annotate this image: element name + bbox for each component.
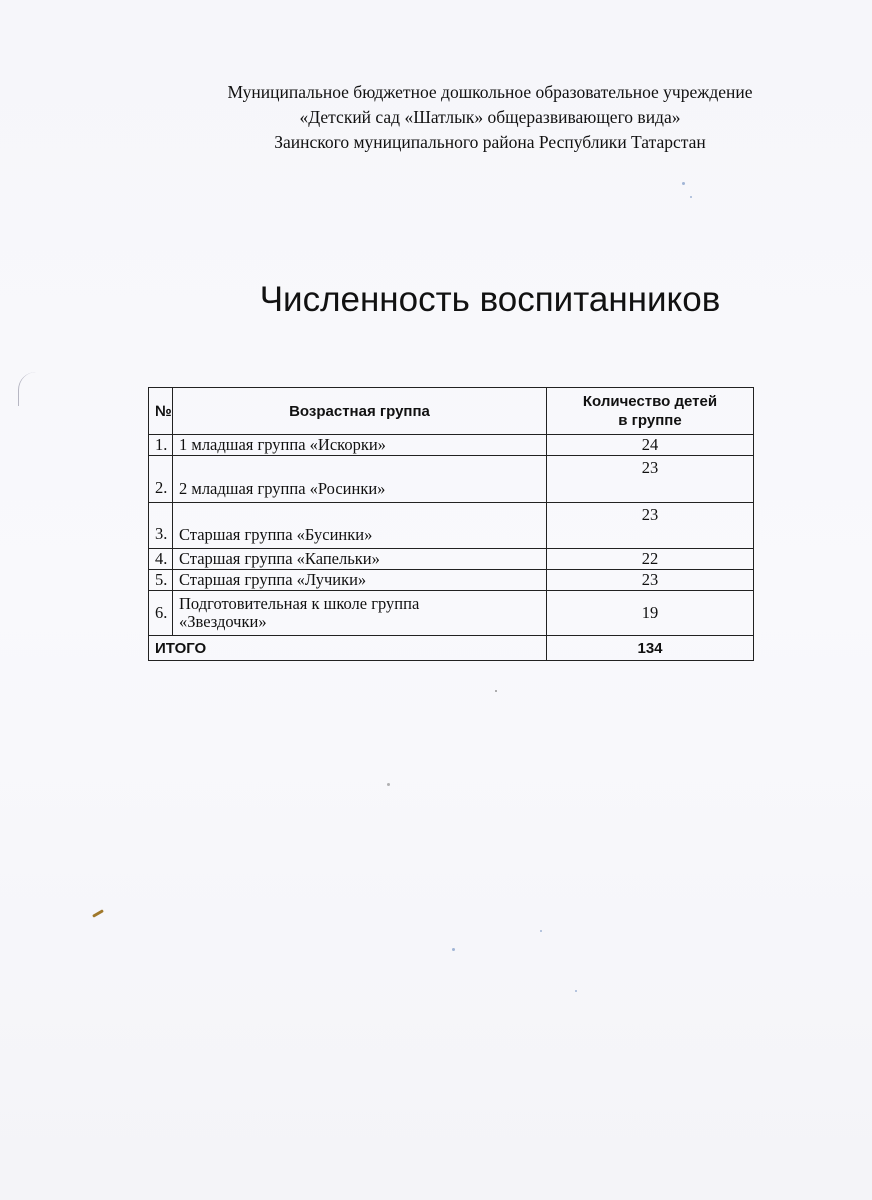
scan-artifact (92, 909, 104, 918)
header-number: № (149, 388, 173, 435)
row-count: 23 (547, 456, 754, 503)
row-count: 23 (547, 503, 754, 549)
header-group: Возрастная группа (173, 388, 547, 435)
table-header-row (149, 388, 754, 435)
row-group: Старшая группа «Бусинки» (173, 503, 547, 549)
header-line-3: Заинского муниципального района Республики Татарстан (274, 132, 706, 152)
row-group (173, 591, 547, 636)
row-group: Старшая группа «Лучики» (173, 570, 547, 591)
header-count-line-2: в группе (618, 412, 682, 429)
scan-speck (690, 196, 692, 198)
total-count: 134 (547, 636, 754, 661)
table-row (149, 591, 754, 636)
row-group: 2 младшая группа «Росинки» (173, 456, 547, 503)
page-title: Численность воспитанников (259, 280, 721, 319)
total-label: ИТОГО (149, 636, 547, 661)
table-row (149, 456, 754, 503)
table-row (149, 570, 754, 591)
row-group-line-2: «Звездочки» (179, 612, 267, 631)
row-group: Старшая группа «Капельки» (173, 549, 547, 570)
row-number: 5. (149, 570, 173, 591)
row-number: 1. (149, 435, 173, 456)
row-number: 3. (149, 503, 173, 549)
row-number: 6. (149, 591, 173, 636)
scan-artifact (18, 372, 39, 406)
scan-speck (387, 783, 390, 786)
table-row (149, 549, 754, 570)
scan-speck (495, 690, 497, 692)
table-row (149, 435, 754, 456)
row-number: 2. (149, 456, 173, 503)
header-count-line-1: Количество детей (582, 393, 718, 410)
row-count: 23 (547, 570, 754, 591)
row-count: 24 (547, 435, 754, 456)
total-row (149, 636, 754, 661)
header-line-2: «Детский сад «Шатлык» общеразвивающего вида» (299, 107, 681, 127)
header-line-1: Муниципальное бюджетное дошкольное образовательное учреждение (227, 82, 753, 102)
row-count: 22 (547, 549, 754, 570)
table-row (149, 503, 754, 549)
row-group-line-1: Подготовительная к школе группа (179, 594, 420, 613)
row-group: 1 младшая группа «Искорки» (173, 435, 547, 456)
institution-header (150, 80, 830, 155)
scan-speck (575, 990, 577, 992)
row-count: 19 (547, 591, 754, 636)
header-count (547, 388, 754, 435)
scan-speck (540, 930, 542, 932)
scan-speck (682, 182, 685, 185)
row-number: 4. (149, 549, 173, 570)
groups-table (148, 387, 754, 661)
scan-speck (452, 948, 455, 951)
